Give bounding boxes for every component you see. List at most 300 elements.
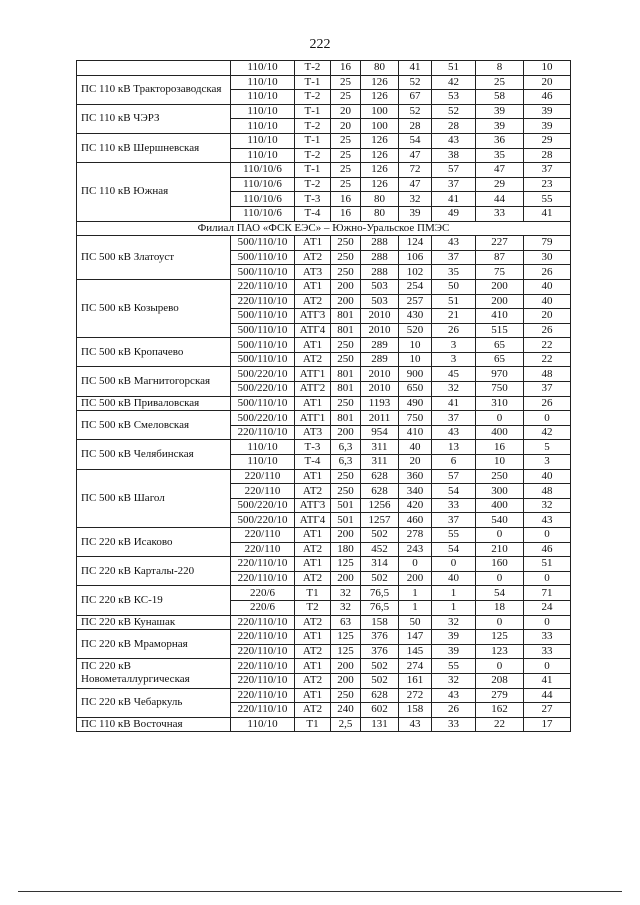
table-cell: 24	[524, 600, 571, 615]
table-cell: 32	[399, 192, 432, 207]
table-cell: Т-3	[295, 192, 331, 207]
table-cell: 227	[476, 236, 524, 251]
table-cell: 2010	[361, 382, 399, 397]
table-cell: 145	[399, 644, 432, 659]
table-cell: 220/110/10	[231, 703, 295, 718]
table-cell: 200	[399, 571, 432, 586]
table-cell: 460	[399, 513, 432, 528]
table-cell: 750	[476, 382, 524, 397]
table-cell: 801	[331, 323, 361, 338]
substation-name: ПС 220 кВ Карталы-220	[77, 557, 231, 586]
footer-rule	[18, 891, 622, 892]
substation-name: ПС 110 кВ ЧЭРЗ	[77, 104, 231, 133]
table-cell: 501	[331, 498, 361, 513]
substation-name: ПС 220 кВ Новометаллургическая	[77, 659, 231, 688]
table-cell: 16	[331, 61, 361, 76]
table-cell: АТ2	[295, 250, 331, 265]
table-cell: 500/110/10	[231, 352, 295, 367]
substation-name: ПС 500 кВ Приваловская	[77, 396, 231, 411]
table-cell: 65	[476, 352, 524, 367]
table-cell: 25	[331, 148, 361, 163]
table-cell: 158	[399, 703, 432, 718]
table-cell: 500/220/10	[231, 513, 295, 528]
table-cell: 376	[361, 644, 399, 659]
table-cell: 0	[476, 528, 524, 543]
table-cell: 2011	[361, 411, 399, 426]
table-cell: 125	[331, 557, 361, 572]
table-cell: 628	[361, 484, 399, 499]
table-cell: 0	[476, 659, 524, 674]
table-cell: Т-1	[295, 75, 331, 90]
table-cell: 50	[432, 279, 476, 294]
table-cell: 38	[432, 148, 476, 163]
table-cell: АТ1	[295, 469, 331, 484]
table-cell: 29	[524, 133, 571, 148]
table-cell: 37	[432, 177, 476, 192]
table-cell: 360	[399, 469, 432, 484]
table-cell: 13	[432, 440, 476, 455]
table-cell: 100	[361, 119, 399, 134]
table-cell: 52	[432, 104, 476, 119]
table-cell: 80	[361, 206, 399, 221]
table-cell: 801	[331, 367, 361, 382]
table-cell: 0	[524, 528, 571, 543]
table-cell: 420	[399, 498, 432, 513]
table-cell: 500/110/10	[231, 309, 295, 324]
table-cell: 63	[331, 615, 361, 630]
table-cell: 50	[399, 615, 432, 630]
table-cell: 274	[399, 659, 432, 674]
table-cell: 0	[432, 557, 476, 572]
table-cell: 1	[432, 600, 476, 615]
table-cell: 3	[524, 455, 571, 470]
table-row	[77, 528, 571, 543]
table-cell: 17	[524, 717, 571, 732]
table-cell: 47	[476, 163, 524, 178]
table-cell: 16	[331, 206, 361, 221]
table-cell: 52	[399, 75, 432, 90]
table-cell: 250	[331, 352, 361, 367]
table-row	[77, 236, 571, 251]
table-cell: 289	[361, 338, 399, 353]
table-cell: 110/10/6	[231, 206, 295, 221]
table-cell: 65	[476, 338, 524, 353]
table-cell: 10	[399, 352, 432, 367]
table-cell: 0	[524, 615, 571, 630]
table-cell: 500/220/10	[231, 498, 295, 513]
table-cell: 240	[331, 703, 361, 718]
table-cell: 39	[476, 104, 524, 119]
table-cell: 5	[524, 440, 571, 455]
table-row	[77, 615, 571, 630]
table-cell: 220/110	[231, 484, 295, 499]
table-row	[77, 104, 571, 119]
table-cell: 33	[524, 644, 571, 659]
table-cell: 43	[399, 717, 432, 732]
table-cell: АТ3	[295, 425, 331, 440]
substation-name: ПС 500 кВ Шагол	[77, 469, 231, 527]
table-row	[77, 61, 571, 76]
table-cell: 20	[524, 309, 571, 324]
table-cell: 288	[361, 250, 399, 265]
table-cell: 161	[399, 673, 432, 688]
table-row	[77, 133, 571, 148]
table-cell: 102	[399, 265, 432, 280]
table-cell: 54	[432, 542, 476, 557]
table-row	[77, 659, 571, 674]
table-cell: 220/110	[231, 542, 295, 557]
table-cell: 57	[432, 469, 476, 484]
table-cell: 123	[476, 644, 524, 659]
table-cell: 257	[399, 294, 432, 309]
table-cell: 25	[331, 133, 361, 148]
table-cell: 48	[524, 367, 571, 382]
table-cell: 430	[399, 309, 432, 324]
table-cell: 126	[361, 90, 399, 105]
table-cell: 1	[399, 586, 432, 601]
table-row	[77, 630, 571, 645]
table-cell: 220/110/10	[231, 279, 295, 294]
table-cell: 41	[399, 61, 432, 76]
table-cell: 43	[432, 425, 476, 440]
table-cell: 46	[524, 542, 571, 557]
substation-name: ПС 500 кВ Златоуст	[77, 236, 231, 280]
table-cell: 67	[399, 90, 432, 105]
table-cell: 125	[331, 630, 361, 645]
table-cell: 500/220/10	[231, 411, 295, 426]
table-cell: 250	[331, 338, 361, 353]
table-cell: 300	[476, 484, 524, 499]
table-cell: 106	[399, 250, 432, 265]
table-cell: 220/110	[231, 469, 295, 484]
table-cell: АТГ2	[295, 382, 331, 397]
table-cell: 39	[524, 104, 571, 119]
table-cell: 503	[361, 294, 399, 309]
table-cell: 16	[476, 440, 524, 455]
table-cell: 37	[524, 163, 571, 178]
substation-load-table	[76, 60, 571, 732]
substation-name: ПС 220 кВ Исаково	[77, 528, 231, 557]
table-cell: 39	[476, 119, 524, 134]
table-cell: 220/110	[231, 528, 295, 543]
table-row	[77, 411, 571, 426]
table-cell: 28	[524, 148, 571, 163]
table-cell: 220/110/10	[231, 688, 295, 703]
table-cell: 500/110/10	[231, 265, 295, 280]
table-cell: 1	[432, 586, 476, 601]
table-cell: 22	[524, 352, 571, 367]
table-row	[77, 75, 571, 90]
table-cell: 41	[432, 396, 476, 411]
table-cell: АТ1	[295, 557, 331, 572]
table-cell: Т-3	[295, 440, 331, 455]
table-cell: 376	[361, 630, 399, 645]
table-cell: 500/220/10	[231, 367, 295, 382]
table-cell: 25	[331, 163, 361, 178]
table-cell: АТ1	[295, 528, 331, 543]
table-cell: 110/10	[231, 90, 295, 105]
table-cell: АТ2	[295, 615, 331, 630]
table-cell: 2010	[361, 323, 399, 338]
substation-name: ПС 500 кВ Смеловская	[77, 411, 231, 440]
table-cell: 21	[432, 309, 476, 324]
table-cell: 47	[399, 177, 432, 192]
table-cell: АТ1	[295, 236, 331, 251]
table-cell: 200	[331, 528, 361, 543]
table-cell: 2010	[361, 367, 399, 382]
table-cell: 503	[361, 279, 399, 294]
table-cell: 39	[432, 644, 476, 659]
table-cell: 39	[432, 630, 476, 645]
table-cell: 410	[476, 309, 524, 324]
table-cell: 32	[331, 600, 361, 615]
table-cell: 3	[432, 352, 476, 367]
table-cell: 801	[331, 382, 361, 397]
table-cell: 125	[476, 630, 524, 645]
table-cell: 954	[361, 425, 399, 440]
table-cell: 650	[399, 382, 432, 397]
table-cell: 35	[432, 265, 476, 280]
table-cell: 801	[331, 309, 361, 324]
table-cell: 250	[476, 469, 524, 484]
table-row	[77, 163, 571, 178]
table-cell: 72	[399, 163, 432, 178]
table-cell: 110/10	[231, 717, 295, 732]
table-cell: 540	[476, 513, 524, 528]
table-cell: 126	[361, 148, 399, 163]
substation-name: ПС 220 кВ КС-19	[77, 586, 231, 615]
table-cell: 45	[432, 367, 476, 382]
table-cell: 28	[432, 119, 476, 134]
table-cell: АТГ4	[295, 323, 331, 338]
table-cell: 51	[432, 61, 476, 76]
table-cell: 0	[476, 411, 524, 426]
table-cell: 250	[331, 250, 361, 265]
table-cell: 37	[524, 382, 571, 397]
table-cell: 75	[476, 265, 524, 280]
table-cell: 220/110/10	[231, 425, 295, 440]
table-cell: 28	[399, 119, 432, 134]
table-row	[77, 557, 571, 572]
table-cell: 0	[476, 571, 524, 586]
table-cell: Т2	[295, 600, 331, 615]
table-cell: 32	[432, 382, 476, 397]
table-cell: 71	[524, 586, 571, 601]
table-cell: 25	[476, 75, 524, 90]
table-cell: 288	[361, 265, 399, 280]
table-cell: 110/10/6	[231, 192, 295, 207]
table-cell: 54	[476, 586, 524, 601]
table-cell: 400	[476, 498, 524, 513]
table-cell: 490	[399, 396, 432, 411]
table-cell: 41	[524, 673, 571, 688]
table-cell: 1256	[361, 498, 399, 513]
table-cell: 43	[432, 133, 476, 148]
table-cell: Т-2	[295, 61, 331, 76]
table-cell: АТ1	[295, 659, 331, 674]
table-cell: 311	[361, 455, 399, 470]
table-cell: 35	[476, 148, 524, 163]
table-cell: 131	[361, 717, 399, 732]
table-cell: 501	[331, 513, 361, 528]
table-cell: 0	[399, 557, 432, 572]
table-cell: 125	[331, 644, 361, 659]
table-cell: 44	[476, 192, 524, 207]
table-cell: 2,5	[331, 717, 361, 732]
table-cell: 250	[331, 236, 361, 251]
substation-name: ПС 500 кВ Челябинская	[77, 440, 231, 469]
table-cell: 20	[331, 119, 361, 134]
table-cell: 20	[399, 455, 432, 470]
table-cell: 250	[331, 265, 361, 280]
table-cell: 76,5	[361, 586, 399, 601]
table-cell: 314	[361, 557, 399, 572]
substation-name: ПС 110 кВ Тракторозаводская	[77, 75, 231, 104]
table-cell: 36	[476, 133, 524, 148]
table-cell: 54	[399, 133, 432, 148]
table-cell: 26	[432, 323, 476, 338]
table-cell: 900	[399, 367, 432, 382]
table-cell: 220/6	[231, 586, 295, 601]
table-cell: 58	[476, 90, 524, 105]
table-cell: 210	[476, 542, 524, 557]
table-cell: 0	[476, 615, 524, 630]
table-cell: 37	[432, 250, 476, 265]
section-title: Филиал ПАО «ФСК ЕЭС» – Южно-Уральское ПМЭС	[77, 221, 571, 236]
table-cell: 10	[524, 61, 571, 76]
table-cell: 126	[361, 75, 399, 90]
table-cell: 26	[524, 396, 571, 411]
table-cell: 55	[524, 192, 571, 207]
table-cell: 126	[361, 133, 399, 148]
substation-name: ПС 220 кВ Мраморная	[77, 630, 231, 659]
table-cell: 8	[476, 61, 524, 76]
table-cell: 1193	[361, 396, 399, 411]
table-cell: 279	[476, 688, 524, 703]
table-cell: 52	[399, 104, 432, 119]
table-row	[77, 688, 571, 703]
table-cell: 628	[361, 469, 399, 484]
table-cell: 126	[361, 177, 399, 192]
table-cell: 10	[476, 455, 524, 470]
table-row	[77, 440, 571, 455]
table-cell: 42	[432, 75, 476, 90]
table-cell: 87	[476, 250, 524, 265]
table-cell: АТ1	[295, 396, 331, 411]
table-cell: 311	[361, 440, 399, 455]
table-cell: Т-2	[295, 90, 331, 105]
table-cell: 200	[331, 279, 361, 294]
table-cell: 32	[524, 498, 571, 513]
table-cell: 340	[399, 484, 432, 499]
table-cell: 1257	[361, 513, 399, 528]
table-row	[77, 279, 571, 294]
table-cell: 147	[399, 630, 432, 645]
table-cell: 37	[432, 411, 476, 426]
table-cell: 110/10	[231, 148, 295, 163]
table-cell: АТ2	[295, 542, 331, 557]
table-cell: 500/110/10	[231, 323, 295, 338]
substation-name: ПС 110 кВ Южная	[77, 163, 231, 221]
table-cell: АТГ1	[295, 411, 331, 426]
table-cell: 110/10	[231, 455, 295, 470]
section-header-row	[77, 221, 571, 236]
substation-name: ПС 500 кВ Магнитогорская	[77, 367, 231, 396]
table-cell: 40	[399, 440, 432, 455]
table-cell: 220/110/10	[231, 644, 295, 659]
table-cell: АТГ3	[295, 309, 331, 324]
table-cell: 32	[432, 673, 476, 688]
table-cell: 250	[331, 396, 361, 411]
table-cell: 2010	[361, 309, 399, 324]
table-cell: 208	[476, 673, 524, 688]
table-cell: Т-4	[295, 206, 331, 221]
table-cell: 30	[524, 250, 571, 265]
table-cell: 33	[432, 717, 476, 732]
table-cell: 32	[331, 586, 361, 601]
table-cell: 500/110/10	[231, 396, 295, 411]
table-cell: Т-2	[295, 148, 331, 163]
table-cell: 220/110/10	[231, 294, 295, 309]
table-cell: 158	[361, 615, 399, 630]
table-cell: 6,3	[331, 440, 361, 455]
table-cell: 79	[524, 236, 571, 251]
table-cell: 51	[524, 557, 571, 572]
table-row	[77, 586, 571, 601]
table-cell: 33	[524, 630, 571, 645]
table-cell: 27	[524, 703, 571, 718]
table-cell: 452	[361, 542, 399, 557]
table-cell: 29	[476, 177, 524, 192]
table-cell: АТГ4	[295, 513, 331, 528]
table-row	[77, 717, 571, 732]
table-cell: 110/10	[231, 133, 295, 148]
table-cell: АТ2	[295, 352, 331, 367]
table-cell: 200	[331, 659, 361, 674]
table-cell: 970	[476, 367, 524, 382]
table-cell: 628	[361, 688, 399, 703]
table-cell: 200	[476, 279, 524, 294]
table-cell: 100	[361, 104, 399, 119]
table-cell: 51	[432, 294, 476, 309]
table-cell: 310	[476, 396, 524, 411]
table-cell: 0	[524, 571, 571, 586]
table-cell: АТ1	[295, 630, 331, 645]
table-cell: 220/110/10	[231, 557, 295, 572]
table-cell: Т-1	[295, 133, 331, 148]
table-cell: 200	[331, 673, 361, 688]
table-cell: 40	[524, 294, 571, 309]
table-cell: 76,5	[361, 600, 399, 615]
table-cell: 254	[399, 279, 432, 294]
table-cell: 57	[432, 163, 476, 178]
table-cell: АТ3	[295, 265, 331, 280]
table-cell: 10	[399, 338, 432, 353]
table-cell: 110/10	[231, 440, 295, 455]
table-cell: 200	[476, 294, 524, 309]
table-cell: 110/10/6	[231, 163, 295, 178]
table-cell: 110/10/6	[231, 177, 295, 192]
table-cell: 25	[331, 75, 361, 90]
table-cell: 602	[361, 703, 399, 718]
table-cell: Т-2	[295, 119, 331, 134]
table-cell: 500/110/10	[231, 338, 295, 353]
substation-name	[77, 61, 231, 76]
table-cell: 272	[399, 688, 432, 703]
table-cell: 0	[524, 411, 571, 426]
table-cell: 750	[399, 411, 432, 426]
table-cell: 3	[432, 338, 476, 353]
